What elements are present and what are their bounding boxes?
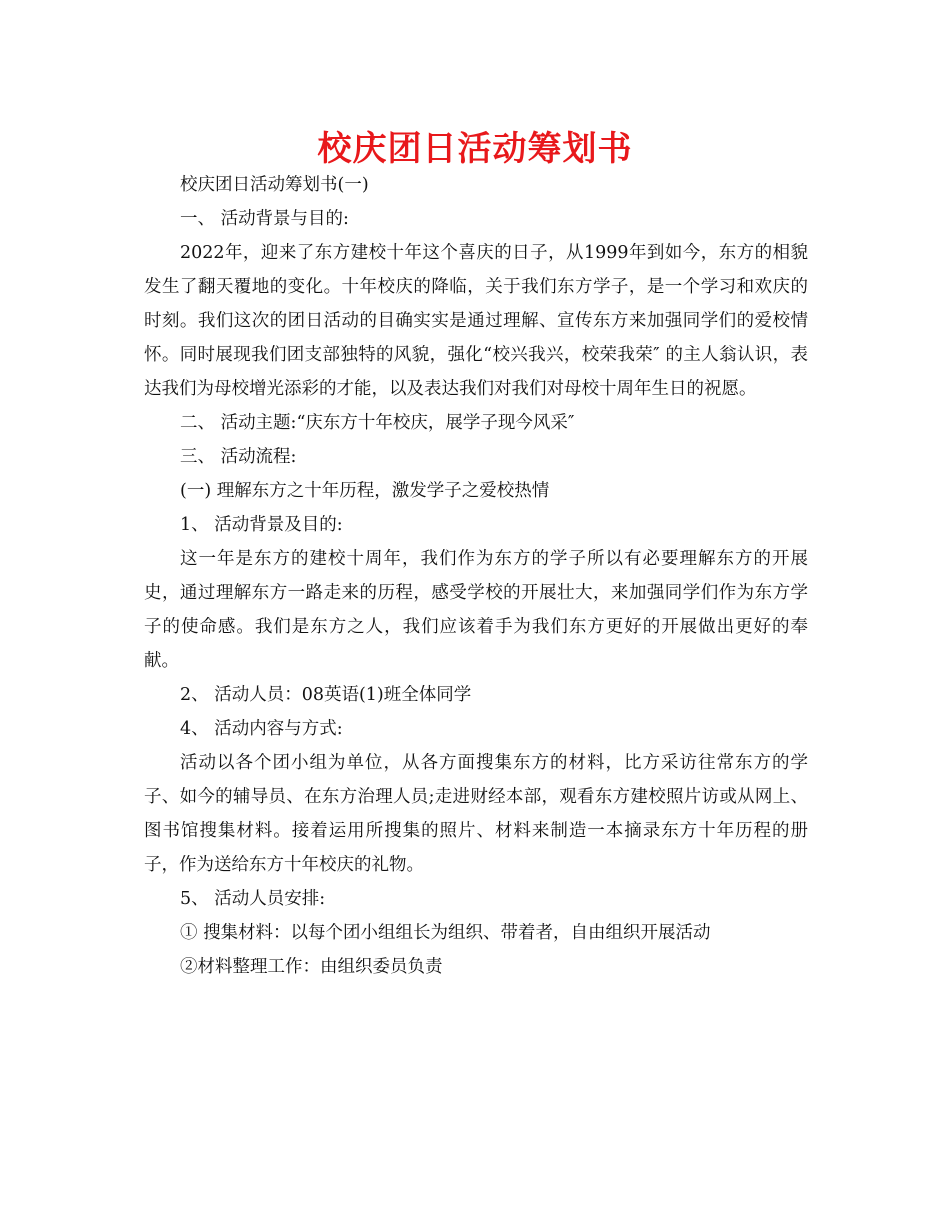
- paragraph-item-2: 2、 活动人员：08英语(1)班全体同学: [180, 685, 472, 705]
- paragraph-subtitle: 校庆团日活动筹划书(一): [180, 175, 369, 195]
- paragraph-item-5: 5、 活动人员安排:: [180, 889, 326, 909]
- paragraph-history-text: 这一年是东方的建校十周年，我们作为东方的学子所以有必要理解东方的开展史，通过理解东方一路走来的历程，感受学校的开展壮大，来加强同学们作为东方学子的使命感。我们是东方之人，我们应该着手为我们东方更好的开展做出更好的奉献。: [144, 549, 808, 671]
- paragraph-arrangement-2: ②材料整理工作：由组织委员负责: [180, 957, 443, 977]
- document-body: [144, 168, 808, 984]
- paragraph-subheading-history: (一) 理解东方之十年历程，激发学子之爱校热情: [180, 481, 550, 501]
- paragraph-theme: 二、 活动主题:“庆东方十年校庆，展学子现今风采″: [180, 413, 575, 433]
- document-title: 校庆团日活动筹划书: [317, 129, 633, 169]
- paragraph-background-text: 2022年，迎来了东方建校十年这个喜庆的日子，从1999年到如今，东方的相貌发生了翻天覆地的变化。十年校庆的降临，关于我们东方学子，是一个学习和欢庆的时刻。我们这次的团日活动的目确实实是通过理解、宣传东方来加强同学们的爱校情怀。同时展现我们团支部独特的风貌，强化“校兴我兴，校荣我荣″ 的主人翁认识，表达我们为母校增光添彩的才能，以及表达我们对我们对母校十周年生日的祝愿。: [144, 243, 808, 399]
- paragraph-heading-background: 一、 活动背景与目的:: [180, 209, 349, 229]
- paragraph-arrangement-1: ① 搜集材料：以每个团小组组长为组织、带着者，自由组织开展活动: [180, 923, 711, 943]
- paragraph-item-1: 1、 活动背景及目的:: [180, 515, 343, 535]
- paragraph-content-text: 活动以各个团小组为单位，从各方面搜集东方的材料，比方采访往常东方的学子、如今的辅导员、在东方治理人员;走进财经本部，观看东方建校照片访或从网上、图书馆搜集材料。接着运用所搜集的照片、材料来制造一本摘录东方十年历程的册子，作为送给东方十年校庆的礼物。: [144, 753, 808, 875]
- paragraph-heading-process: 三、 活动流程:: [180, 447, 297, 467]
- paragraph-item-4: 4、 活动内容与方式:: [180, 719, 343, 739]
